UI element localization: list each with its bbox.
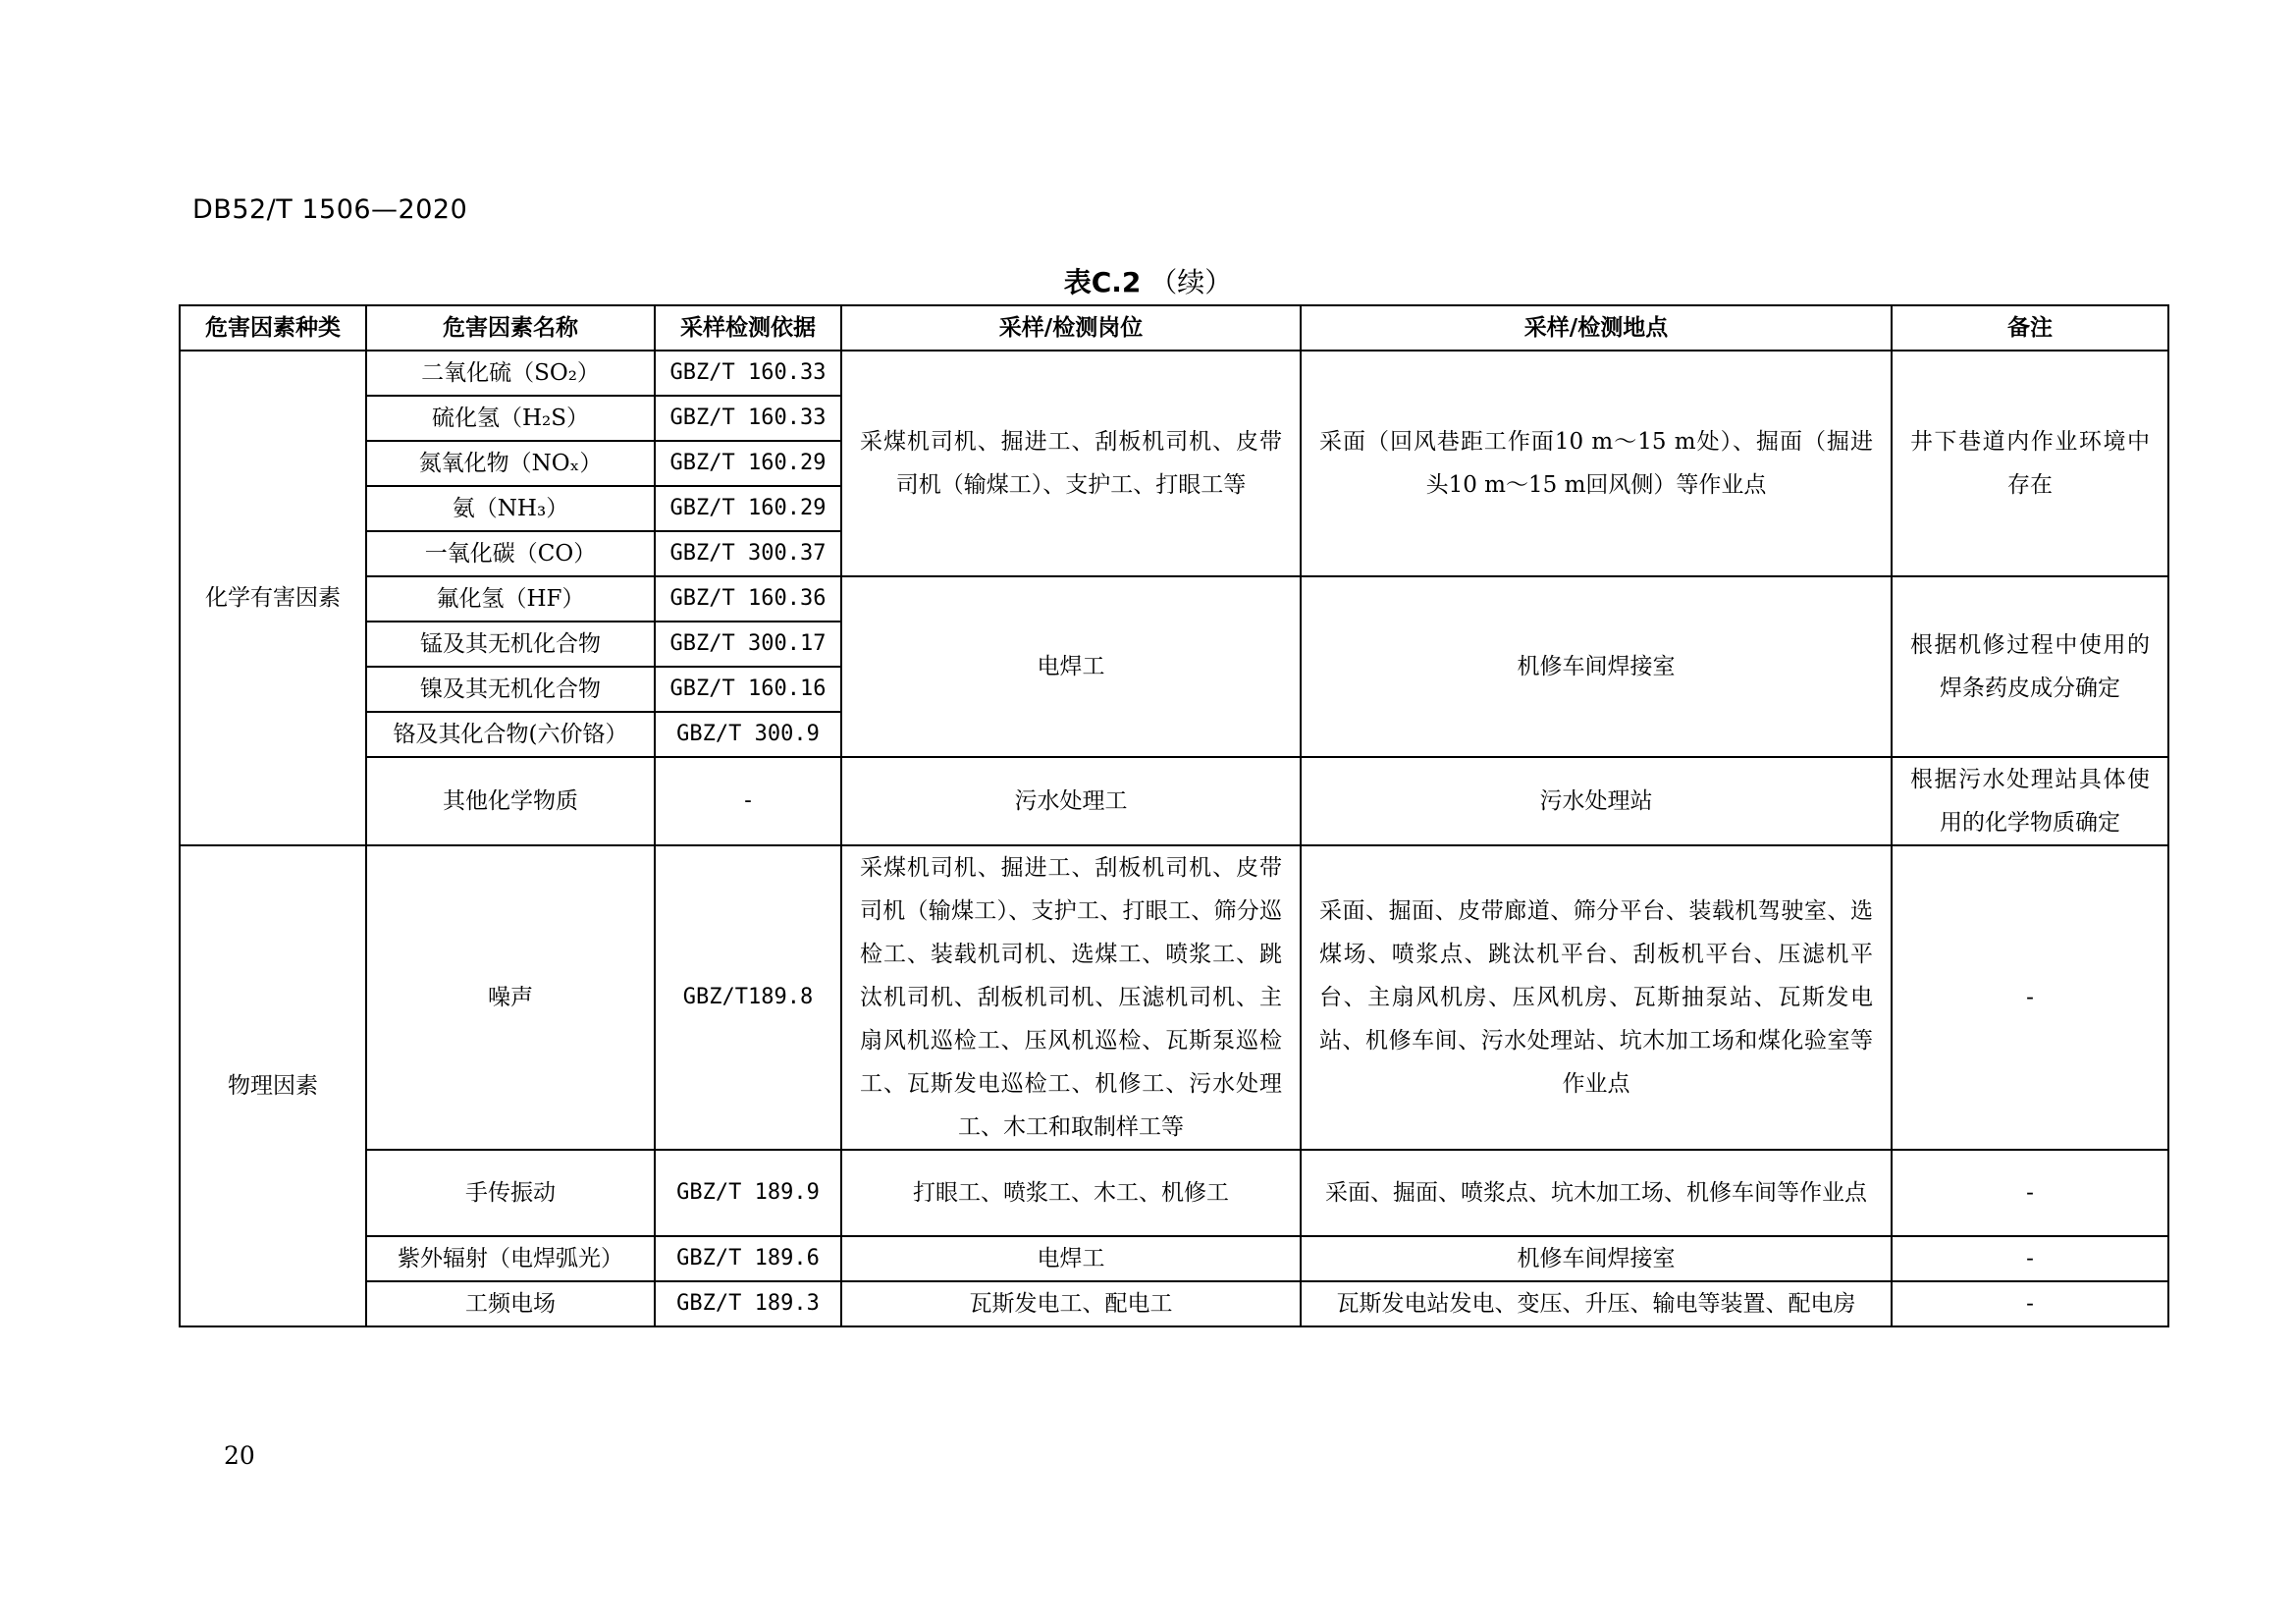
table-number: 表C.2 xyxy=(1063,266,1142,298)
col-header-name: 危害因素名称 xyxy=(366,305,655,351)
table-continued: （续） xyxy=(1149,266,1233,298)
site-cell: 采面、掘面、皮带廊道、筛分平台、装载机驾驶室、选煤场、喷浆点、跳汰机平台、刮板机平台、压滤机平台、主扇风机房、压风机房、瓦斯抽泵站、瓦斯发电站、机修车间、污水处理站、坑木加工场和煤化验室等作业点 xyxy=(1301,845,1892,1150)
standard-cell: GBZ/T 300.9 xyxy=(655,712,841,757)
standard-cell: GBZ/T 160.29 xyxy=(655,441,841,486)
hazard-table xyxy=(179,304,2169,1327)
post-cell: 瓦斯发电工、配电工 xyxy=(841,1281,1301,1326)
site-cell: 瓦斯发电站发电、变压、升压、输电等装置、配电房 xyxy=(1301,1281,1892,1326)
standard-cell: GBZ/T 160.16 xyxy=(655,667,841,712)
site-cell: 污水处理站 xyxy=(1301,757,1892,845)
standard-cell: GBZ/T 160.33 xyxy=(655,351,841,396)
table-row xyxy=(180,1236,2168,1281)
standard-cell: GBZ/T 300.17 xyxy=(655,622,841,667)
document-code: DB52/T 1506—2020 xyxy=(192,194,468,225)
hazard-name: 二氧化硫（SO₂） xyxy=(366,351,655,396)
standard-cell: GBZ/T 160.29 xyxy=(655,486,841,531)
note-cell: 根据机修过程中使用的焊条药皮成分确定 xyxy=(1892,576,2168,757)
standard-cell: GBZ/T189.8 xyxy=(655,845,841,1150)
note-cell: - xyxy=(1892,1281,2168,1326)
page-number: 20 xyxy=(224,1441,255,1470)
col-header-standard: 采样检测依据 xyxy=(655,305,841,351)
note-cell: 井下巷道内作业环境中存在 xyxy=(1892,351,2168,576)
col-header-category: 危害因素种类 xyxy=(180,305,366,351)
post-cell: 电焊工 xyxy=(841,576,1301,757)
hazard-name: 噪声 xyxy=(366,845,655,1150)
standard-cell: GBZ/T 160.33 xyxy=(655,396,841,441)
standard-cell: GBZ/T 300.37 xyxy=(655,531,841,576)
table-header-row xyxy=(180,305,2168,351)
table-row xyxy=(180,1150,2168,1236)
hazard-name: 其他化学物质 xyxy=(366,757,655,845)
hazard-name: 氟化氢（HF） xyxy=(366,576,655,622)
note-cell: - xyxy=(1892,1150,2168,1236)
hazard-name: 一氧化碳（CO） xyxy=(366,531,655,576)
site-cell: 采面、掘面、喷浆点、坑木加工场、机修车间等作业点 xyxy=(1301,1150,1892,1236)
table-title xyxy=(0,261,2296,300)
standard-cell: GBZ/T 189.3 xyxy=(655,1281,841,1326)
post-cell: 电焊工 xyxy=(841,1236,1301,1281)
col-header-site: 采样/检测地点 xyxy=(1301,305,1892,351)
standard-cell: - xyxy=(655,757,841,845)
post-cell: 污水处理工 xyxy=(841,757,1301,845)
hazard-name: 硫化氢（H₂S） xyxy=(366,396,655,441)
site-cell: 机修车间焊接室 xyxy=(1301,576,1892,757)
category-cell: 化学有害因素 xyxy=(180,351,366,845)
hazard-name: 氨（NH₃） xyxy=(366,486,655,531)
table-row xyxy=(180,576,2168,622)
hazard-name: 手传振动 xyxy=(366,1150,655,1236)
site-cell: 采面（回风巷距工作面10 m～15 m处）、掘面（掘进头10 m～15 m回风侧）等作业点 xyxy=(1301,351,1892,576)
hazard-name: 铬及其化合物(六价铬） xyxy=(366,712,655,757)
hazard-name: 紫外辐射（电焊弧光） xyxy=(366,1236,655,1281)
table-row xyxy=(180,1281,2168,1326)
standard-cell: GBZ/T 189.9 xyxy=(655,1150,841,1236)
hazard-name: 锰及其无机化合物 xyxy=(366,622,655,667)
post-cell: 采煤机司机、掘进工、刮板机司机、皮带司机（输煤工）、支护工、打眼工、筛分巡检工、装载机司机、选煤工、喷浆工、跳汰机司机、刮板机司机、压滤机司机、主扇风机巡检工、压风机巡检、瓦斯泵巡检工、瓦斯发电巡检工、机修工、污水处理工、木工和取制样工等 xyxy=(841,845,1301,1150)
note-cell: - xyxy=(1892,845,2168,1150)
post-cell: 采煤机司机、掘进工、刮板机司机、皮带司机（输煤工）、支护工、打眼工等 xyxy=(841,351,1301,576)
post-cell: 打眼工、喷浆工、木工、机修工 xyxy=(841,1150,1301,1236)
col-header-post: 采样/检测岗位 xyxy=(841,305,1301,351)
note-cell: 根据污水处理站具体使用的化学物质确定 xyxy=(1892,757,2168,845)
category-cell: 物理因素 xyxy=(180,845,366,1326)
standard-cell: GBZ/T 160.36 xyxy=(655,576,841,622)
standard-cell: GBZ/T 189.6 xyxy=(655,1236,841,1281)
note-cell: - xyxy=(1892,1236,2168,1281)
hazard-name: 氮氧化物（NOₓ） xyxy=(366,441,655,486)
hazard-name: 镍及其无机化合物 xyxy=(366,667,655,712)
table-row xyxy=(180,351,2168,396)
table-row xyxy=(180,845,2168,1150)
col-header-note: 备注 xyxy=(1892,305,2168,351)
hazard-name: 工频电场 xyxy=(366,1281,655,1326)
table-row xyxy=(180,757,2168,845)
site-cell: 机修车间焊接室 xyxy=(1301,1236,1892,1281)
